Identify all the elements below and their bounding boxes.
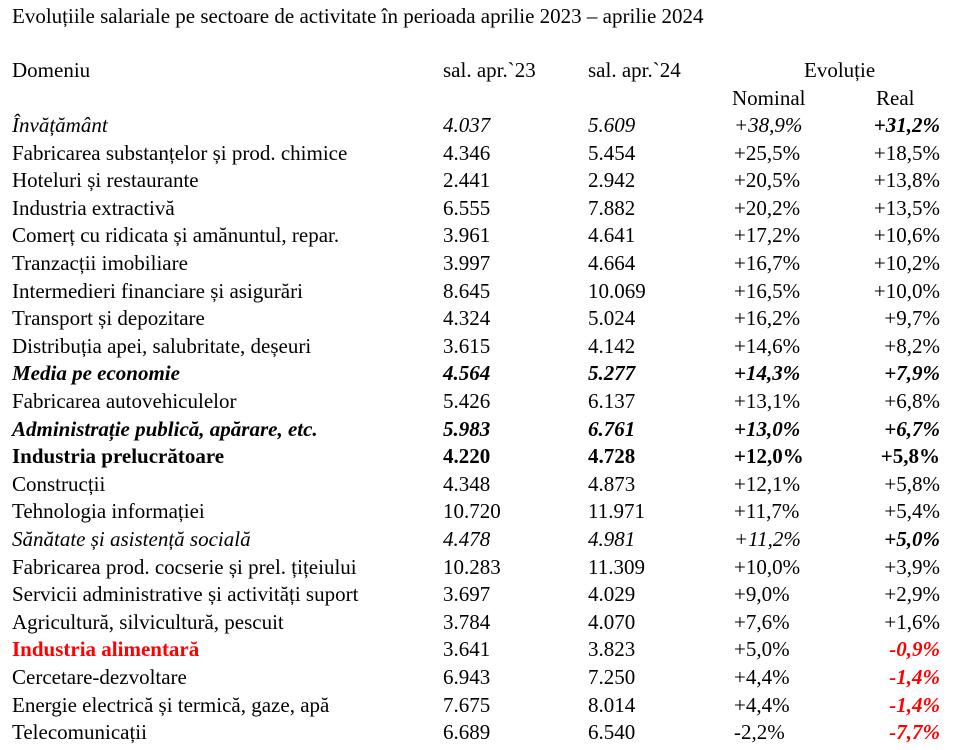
salary-2023-cell: 6.555 <box>443 195 491 220</box>
table-row <box>0 167 961 195</box>
salary-2024-cell: 6.137 <box>588 389 636 413</box>
header-salary-2023: sal. apr.`23 <box>443 58 536 82</box>
nominal-change-cell: +20,2% <box>734 195 801 220</box>
salary-2023-cell: 4.037 <box>443 113 491 137</box>
salary-2023-cell: 6.943 <box>443 665 491 689</box>
table-row <box>0 250 961 278</box>
sector-name-cell: Tehnologia informației <box>12 499 205 524</box>
real-change-cell: -0,9% <box>889 637 940 662</box>
sector-name-cell: Telecomunicații <box>12 720 147 745</box>
header-salary-2024: sal. apr.`24 <box>588 58 681 82</box>
nominal-change-cell: +14,3% <box>734 361 801 386</box>
sector-name-cell: Construcții <box>12 471 106 496</box>
salary-2024-cell: 2.942 <box>588 168 636 193</box>
real-change-cell: +5,0% <box>884 527 940 551</box>
real-change-cell: -1,4% <box>889 692 940 717</box>
table-row <box>0 471 961 499</box>
real-change-cell: +8,2% <box>884 333 940 358</box>
real-change-cell: +5,8% <box>884 471 940 496</box>
salary-2024-cell: 6.761 <box>588 416 636 441</box>
sector-name-cell: Hoteluri și restaurante <box>12 168 199 193</box>
salary-2024-cell: 4.070 <box>588 609 636 634</box>
salary-2024-cell: 7.882 <box>588 195 636 220</box>
salary-2023-cell: 4.220 <box>443 444 491 469</box>
nominal-change-cell: +4,4% <box>734 692 790 717</box>
salary-2024-cell: 4.641 <box>588 223 636 248</box>
sector-name-cell: Industria alimentară <box>12 637 200 662</box>
table-row <box>0 664 961 692</box>
real-change-cell: +6,8% <box>884 389 940 413</box>
table-row <box>0 278 961 306</box>
real-change-cell: +13,5% <box>873 195 940 220</box>
real-change-cell: +2,9% <box>884 582 940 607</box>
table-row <box>0 609 961 637</box>
sector-name-cell: Distribuția apei, salubritate, deșeuri <box>12 333 312 358</box>
nominal-change-cell: +7,6% <box>734 609 790 634</box>
salary-2023-cell: 4.324 <box>443 306 491 331</box>
sector-name-cell: Învățământ <box>12 113 108 137</box>
real-change-cell: +5,4% <box>884 499 940 524</box>
salary-2024-cell: 5.454 <box>588 140 636 165</box>
sector-name-cell: Agricultură, silvicultură, pescuit <box>12 609 284 634</box>
page-title: Evoluțiile salariale pe sectoare de activitate în perioada aprilie 2023 – aprilie 2024 <box>12 4 704 28</box>
table-row <box>0 305 961 333</box>
table-row <box>0 140 961 168</box>
salary-2023-cell: 10.720 <box>443 499 501 524</box>
salary-2023-cell: 3.615 <box>443 333 491 358</box>
salary-2023-cell: 4.564 <box>443 361 491 386</box>
sector-name-cell: Intermedieri financiare și asigurări <box>12 278 303 303</box>
table-row <box>0 222 961 250</box>
sector-name-cell: Fabricarea prod. cocserie și prel. țițeiului <box>12 554 357 579</box>
real-change-cell: +18,5% <box>873 140 940 165</box>
salary-2024-cell: 7.250 <box>588 665 636 689</box>
header-domain: Domeniu <box>12 58 91 82</box>
salary-2023-cell: 7.675 <box>443 692 491 717</box>
table-row <box>0 112 961 140</box>
table-row <box>0 636 961 664</box>
table-row <box>0 719 961 747</box>
salary-2023-cell: 3.641 <box>443 637 491 662</box>
table-row <box>0 333 961 361</box>
nominal-change-cell: +16,2% <box>734 306 801 331</box>
header-nominal: Nominal <box>732 86 806 110</box>
nominal-change-cell: +14,6% <box>734 333 801 358</box>
sector-name-cell: Transport și depozitare <box>12 306 205 331</box>
table-row <box>0 195 961 223</box>
sector-name-cell: Fabricarea substanțelor și prod. chimice <box>12 140 348 165</box>
salary-2024-cell: 4.873 <box>588 471 636 496</box>
salary-2023-cell: 3.997 <box>443 251 491 275</box>
real-change-cell: +13,8% <box>873 168 940 193</box>
sector-name-cell: Comerț cu ridicata și amănuntul, repar. <box>12 223 340 248</box>
nominal-change-cell: +20,5% <box>734 168 801 193</box>
sector-name-cell: Administrație publică, apărare, etc. <box>12 416 318 441</box>
salary-2023-cell: 3.697 <box>443 582 491 607</box>
salary-2024-cell: 5.024 <box>588 306 636 331</box>
real-change-cell: -1,4% <box>889 665 940 689</box>
salary-2023-cell: 2.441 <box>443 168 491 193</box>
sector-name-cell: Industria prelucrătoare <box>12 444 225 469</box>
real-change-cell: +31,2% <box>873 113 940 137</box>
table-row <box>0 498 961 526</box>
table-row <box>0 443 961 471</box>
real-change-cell: +10,6% <box>873 223 940 248</box>
salary-2023-cell: 3.961 <box>443 223 491 248</box>
table-row <box>0 526 961 554</box>
sector-name-cell: Media pe economie <box>12 361 180 386</box>
real-change-cell: +10,2% <box>873 251 940 275</box>
salary-2023-cell: 5.426 <box>443 389 491 413</box>
nominal-change-cell: +16,5% <box>734 278 801 303</box>
sector-name-cell: Sănătate și asistență socială <box>12 527 251 551</box>
nominal-change-cell: +11,7% <box>734 499 800 524</box>
salary-2024-cell: 5.277 <box>588 361 636 386</box>
salary-2023-cell: 4.346 <box>443 140 491 165</box>
real-change-cell: -7,7% <box>889 720 940 745</box>
salary-2023-cell: 4.348 <box>443 471 491 496</box>
real-change-cell: +9,7% <box>884 306 940 331</box>
salary-2023-cell: 8.645 <box>443 278 491 303</box>
salary-2024-cell: 4.728 <box>588 444 636 469</box>
nominal-change-cell: +10,0% <box>734 554 801 579</box>
header-real: Real <box>876 86 915 110</box>
salary-2024-cell: 10.069 <box>588 278 646 303</box>
salary-2024-cell: 8.014 <box>588 692 636 717</box>
real-change-cell: +6,7% <box>884 416 940 441</box>
salary-2024-cell: 5.609 <box>588 113 636 137</box>
salary-2024-cell: 4.981 <box>588 527 636 551</box>
nominal-change-cell: +11,2% <box>734 527 801 551</box>
sector-name-cell: Fabricarea autovehiculelor <box>12 389 237 413</box>
salary-2024-cell: 11.309 <box>588 554 645 579</box>
nominal-change-cell: +4,4% <box>734 665 790 689</box>
sector-name-cell: Servicii administrative și activități suport <box>12 582 359 607</box>
salary-2024-cell: 4.142 <box>588 333 636 358</box>
salary-2024-cell: 3.823 <box>588 637 636 662</box>
nominal-change-cell: +12,1% <box>734 471 801 496</box>
salary-2023-cell: 5.983 <box>443 416 491 441</box>
nominal-change-cell: +9,0% <box>734 582 790 607</box>
salary-2024-cell: 4.029 <box>588 582 636 607</box>
nominal-change-cell: +17,2% <box>734 223 801 248</box>
real-change-cell: +10,0% <box>873 278 940 303</box>
table-row <box>0 554 961 582</box>
salary-2024-cell: 4.664 <box>588 251 636 275</box>
table-row <box>0 692 961 720</box>
salary-2024-cell: 11.971 <box>588 499 645 524</box>
salary-2023-cell: 6.689 <box>443 720 491 745</box>
table-row <box>0 581 961 609</box>
nominal-change-cell: +13,1% <box>734 389 801 413</box>
real-change-cell: +5,8% <box>880 444 940 469</box>
sector-name-cell: Industria extractivă <box>12 195 175 220</box>
real-change-cell: +1,6% <box>884 609 940 634</box>
nominal-change-cell: +16,7% <box>734 251 801 275</box>
table-row <box>0 360 961 388</box>
table-row <box>0 388 961 416</box>
nominal-change-cell: +25,5% <box>734 140 801 165</box>
nominal-change-cell: +13,0% <box>734 416 801 441</box>
sector-name-cell: Energie electrică și termică, gaze, apă <box>12 692 330 717</box>
salary-2023-cell: 4.478 <box>443 527 491 551</box>
header-evolution: Evoluție <box>804 58 876 82</box>
sector-name-cell: Tranzacții imobiliare <box>12 251 188 275</box>
table-row <box>0 416 961 444</box>
nominal-change-cell: +38,9% <box>734 113 803 137</box>
real-change-cell: +7,9% <box>884 361 940 386</box>
salary-2024-cell: 6.540 <box>588 720 636 745</box>
sector-name-cell: Cercetare-dezvoltare <box>12 665 187 689</box>
nominal-change-cell: -2,2% <box>734 720 785 745</box>
nominal-change-cell: +12,0% <box>734 444 804 469</box>
salary-2023-cell: 10.283 <box>443 554 501 579</box>
nominal-change-cell: +5,0% <box>734 637 790 662</box>
salary-2023-cell: 3.784 <box>443 609 491 634</box>
real-change-cell: +3,9% <box>884 554 940 579</box>
